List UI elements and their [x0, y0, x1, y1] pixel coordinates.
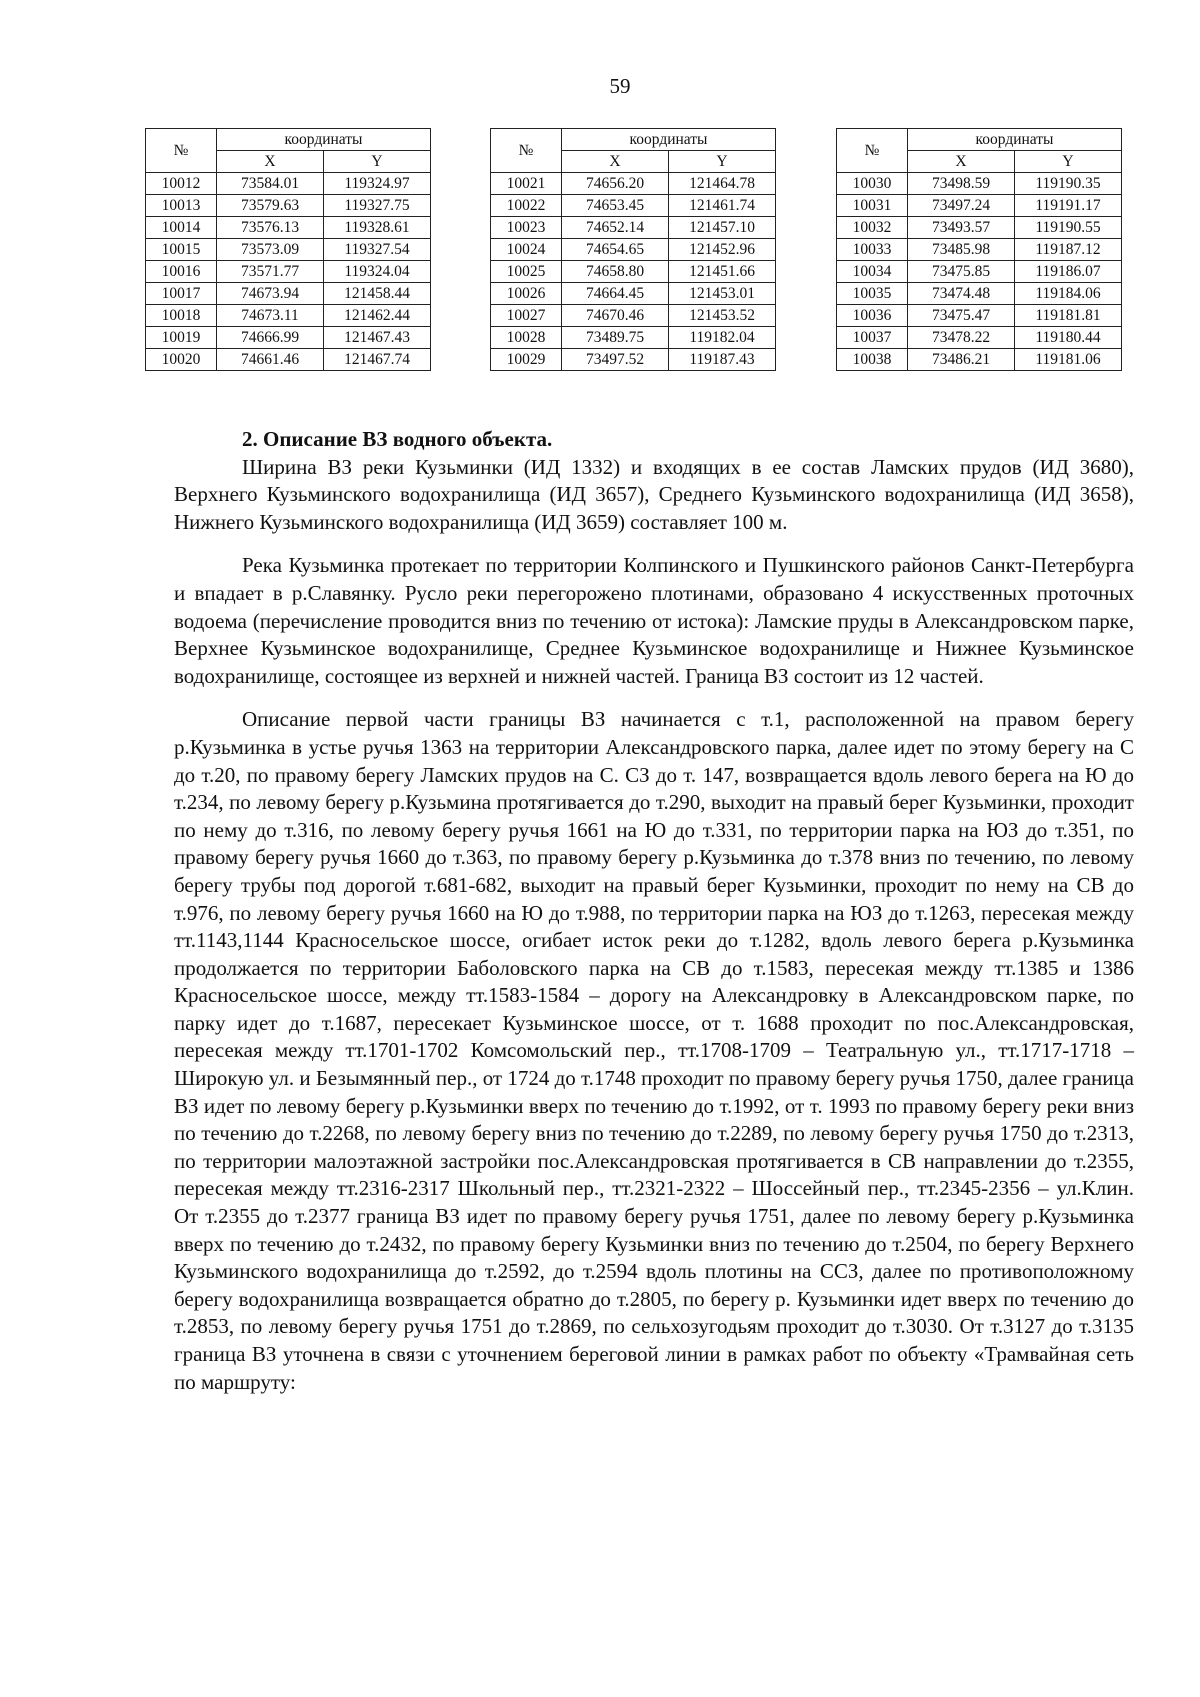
- x-coordinate-cell: 73497.24: [908, 195, 1015, 217]
- coordinates-table: [145, 128, 431, 371]
- section-heading: 2. Описание ВЗ водного объекта.: [242, 427, 553, 451]
- table-row: [491, 283, 776, 305]
- x-coordinate-cell: 73573.09: [217, 239, 324, 261]
- x-coordinate-cell: 73579.63: [217, 195, 324, 217]
- point-number-cell: 10012: [146, 173, 217, 195]
- x-coordinate-cell: 73497.52: [562, 349, 669, 371]
- coordinates-table: [490, 128, 776, 371]
- x-coordinate-cell: 73474.48: [908, 283, 1015, 305]
- point-number-cell: 10022: [491, 195, 562, 217]
- x-coordinate-cell: 73475.85: [908, 261, 1015, 283]
- column-header-x: X: [908, 151, 1015, 173]
- table-row: [837, 195, 1122, 217]
- table-row: [491, 173, 776, 195]
- y-coordinate-cell: 119327.75: [324, 195, 431, 217]
- paragraph: Описание первой части границы ВЗ начинается с т.1, расположенной на правом берегу р.Кузьминка в устье ручья 1363 на территории Александровского парка, далее идет по этому берегу на С до т.20, по правому берегу Ламских прудов на С. СЗ до т. 147, возвращается вдоль левого берега на Ю до т.234, по левому берегу р.Кузьмина протягивается до т.290, выходит на правый берег Кузьминки, проходит по нему до т.316, по левому берегу ручья 1661 на Ю до т.331, по территории парка на ЮЗ до т.351, по правому берегу ручья 1660 до т.363, по правому берегу р.Кузьминка до т.378 вниз по течению, по левому берегу трубы под дорогой т.681-682, выходит на правый берег Кузьминки, проходит по нему на СВ до т.976, по левому берегу ручья 1660 на Ю до т.988, по территории парка на ЮЗ до т.1263, пересекая между тт.1143,1144 Красносельское шоссе, огибает исток реки до т.1282, вдоль левого берега р.Кузьминка продолжается по территории Баболовского парка на СВ до т.1583, пересекая между тт.1385 и 1386 Красносельское шоссе, между тт.1583-1584 – дорогу на Александровку в Александровском парке, по парку идет до т.1687, пересекает Кузьминское шоссе, от т. 1688 проходит по пос.Александровская, пересекая между тт.1701-1702 Комсомольский пер., тт.1708-1709 – Театральную ул., тт.1717-1718 – Широкую ул. и Безымянный пер., от 1724 до т.1748 проходит по правому берегу ручья 1750, далее граница ВЗ идет по левому берегу р.Кузьминки вверх по течению до т.1992, от т. 1993 по правому берегу реки вниз по течению до т.2268, по левому берегу вниз по течению до т.2289, по левому берегу ручья 1750 до т.2313, по территории малоэтажной застройки пос.Александровская протягивается в СВ направлении до т.2355, пересекая между тт.2316-2317 Школьный пер., тт.2321-2322 – Шоссейный пер., тт.2345-2356 – ул.Клин. От т.2355 до т.2377 граница ВЗ идет по правому берегу ручья 1751, далее по левому берегу р.Кузьминка вверх по течению до т.2432, по правому берегу Кузьминки вниз по течению до т.2504, по берегу Верхнего Кузьминского водохранилища до т.2592, до т.2594 вдоль плотины на ССЗ, далее по противоположному берегу водохранилища возвращается обратно до т.2805, по берегу р. Кузьминки идет вверх по течению до т.2853, по левому берегу ручья 1751 до т.2869, по сельхозугодьям проходит до т.3030. От т.3127 до т.3135 граница ВЗ уточнена в связи с уточнением береговой линии в рамках работ по объекту «Трамвайная сеть по маршруту:: [174, 707, 1134, 1394]
- point-number-cell: 10018: [146, 305, 217, 327]
- x-coordinate-cell: 73571.77: [217, 261, 324, 283]
- x-coordinate-cell: 73485.98: [908, 239, 1015, 261]
- point-number-cell: 10034: [837, 261, 908, 283]
- point-number-cell: 10014: [146, 217, 217, 239]
- y-coordinate-cell: 119324.04: [324, 261, 431, 283]
- y-coordinate-cell: 121453.01: [669, 283, 776, 305]
- point-number-cell: 10029: [491, 349, 562, 371]
- table-row: [146, 283, 431, 305]
- y-coordinate-cell: 119181.81: [1015, 305, 1122, 327]
- y-coordinate-cell: 121453.52: [669, 305, 776, 327]
- table-row: [146, 327, 431, 349]
- table-row: [837, 283, 1122, 305]
- x-coordinate-cell: 74666.99: [217, 327, 324, 349]
- table-row: [491, 349, 776, 371]
- point-number-cell: 10017: [146, 283, 217, 305]
- point-number-cell: 10037: [837, 327, 908, 349]
- point-number-cell: 10025: [491, 261, 562, 283]
- x-coordinate-cell: 73493.57: [908, 217, 1015, 239]
- table-row: [837, 261, 1122, 283]
- column-header-x: X: [217, 151, 324, 173]
- table-row: [491, 195, 776, 217]
- column-header-coordinates: координаты: [217, 129, 431, 151]
- column-header-number: №: [837, 129, 908, 173]
- table-row: [146, 173, 431, 195]
- table-row: [837, 173, 1122, 195]
- column-header-y: Y: [669, 151, 776, 173]
- table-row: [146, 349, 431, 371]
- x-coordinate-cell: 74673.94: [217, 283, 324, 305]
- point-number-cell: 10033: [837, 239, 908, 261]
- y-coordinate-cell: 121467.74: [324, 349, 431, 371]
- table-header-row: [837, 129, 1122, 151]
- coordinates-table: [836, 128, 1122, 371]
- point-number-cell: 10026: [491, 283, 562, 305]
- table-row: [837, 305, 1122, 327]
- x-coordinate-cell: 74658.80: [562, 261, 669, 283]
- y-coordinate-cell: 119190.55: [1015, 217, 1122, 239]
- x-coordinate-cell: 74656.20: [562, 173, 669, 195]
- y-coordinate-cell: 119190.35: [1015, 173, 1122, 195]
- x-coordinate-cell: 74653.45: [562, 195, 669, 217]
- table-row: [146, 261, 431, 283]
- column-header-coordinates: координаты: [562, 129, 776, 151]
- y-coordinate-cell: 121462.44: [324, 305, 431, 327]
- y-coordinate-cell: 119186.07: [1015, 261, 1122, 283]
- table-row: [146, 217, 431, 239]
- point-number-cell: 10020: [146, 349, 217, 371]
- y-coordinate-cell: 121464.78: [669, 173, 776, 195]
- x-coordinate-cell: 73498.59: [908, 173, 1015, 195]
- y-coordinate-cell: 121461.74: [669, 195, 776, 217]
- point-number-cell: 10038: [837, 349, 908, 371]
- document-body: [174, 426, 1134, 1396]
- table-row: [491, 217, 776, 239]
- x-coordinate-cell: 73576.13: [217, 217, 324, 239]
- page-number: 59: [609, 74, 631, 98]
- x-coordinate-cell: 73478.22: [908, 327, 1015, 349]
- point-number-cell: 10028: [491, 327, 562, 349]
- point-number-cell: 10021: [491, 173, 562, 195]
- y-coordinate-cell: 119181.06: [1015, 349, 1122, 371]
- point-number-cell: 10031: [837, 195, 908, 217]
- y-coordinate-cell: 121452.96: [669, 239, 776, 261]
- x-coordinate-cell: 74661.46: [217, 349, 324, 371]
- y-coordinate-cell: 121457.10: [669, 217, 776, 239]
- y-coordinate-cell: 119184.06: [1015, 283, 1122, 305]
- y-coordinate-cell: 121458.44: [324, 283, 431, 305]
- column-header-number: №: [491, 129, 562, 173]
- y-coordinate-cell: 119324.97: [324, 173, 431, 195]
- y-coordinate-cell: 119187.12: [1015, 239, 1122, 261]
- y-coordinate-cell: 121451.66: [669, 261, 776, 283]
- x-coordinate-cell: 74664.45: [562, 283, 669, 305]
- table-row: [491, 239, 776, 261]
- column-header-y: Y: [1015, 151, 1122, 173]
- y-coordinate-cell: 119182.04: [669, 327, 776, 349]
- table-row: [491, 261, 776, 283]
- point-number-cell: 10019: [146, 327, 217, 349]
- point-number-cell: 10013: [146, 195, 217, 217]
- y-coordinate-cell: 121467.43: [324, 327, 431, 349]
- table-row: [491, 327, 776, 349]
- table-header-row: [146, 129, 431, 151]
- y-coordinate-cell: 119327.54: [324, 239, 431, 261]
- x-coordinate-cell: 74673.11: [217, 305, 324, 327]
- table-row: [146, 195, 431, 217]
- x-coordinate-cell: 74670.46: [562, 305, 669, 327]
- table-row: [837, 217, 1122, 239]
- point-number-cell: 10015: [146, 239, 217, 261]
- y-coordinate-cell: 119187.43: [669, 349, 776, 371]
- column-header-coordinates: координаты: [908, 129, 1122, 151]
- table-header-row: [491, 129, 776, 151]
- column-header-y: Y: [324, 151, 431, 173]
- point-number-cell: 10032: [837, 217, 908, 239]
- point-number-cell: 10023: [491, 217, 562, 239]
- point-number-cell: 10024: [491, 239, 562, 261]
- y-coordinate-cell: 119191.17: [1015, 195, 1122, 217]
- point-number-cell: 10030: [837, 173, 908, 195]
- x-coordinate-cell: 73489.75: [562, 327, 669, 349]
- table-row: [837, 327, 1122, 349]
- y-coordinate-cell: 119180.44: [1015, 327, 1122, 349]
- paragraph: Ширина ВЗ реки Кузьминки (ИД 1332) и входящих в ее состав Ламских прудов (ИД 3680), Верхнего Кузьминского водохранилища (ИД 3657), Среднего Кузьминского водохранилища (ИД 3658), Нижнего Кузьминского водохранилища (ИД 3659) составляет 100 м.: [174, 454, 1134, 534]
- point-number-cell: 10016: [146, 261, 217, 283]
- table-row: [837, 239, 1122, 261]
- table-row: [837, 349, 1122, 371]
- paragraph: Река Кузьминка протекает по территории Колпинского и Пушкинского районов Санкт-Петербурга и впадает в р.Славянку. Русло реки перегорожено плотинами, образовано 4 искусственных проточных водоема (перечисление проводится вниз по течению от истока): Ламские пруды в Александровском парке, Верхнее Кузьминское водохранилище, Среднее Кузьминское водохранилище и Нижнее Кузьминское водохранилище, состоящее из верхней и нижней частей. Граница ВЗ состоит из 12 частей.: [174, 553, 1134, 688]
- table-row: [146, 305, 431, 327]
- point-number-cell: 10036: [837, 305, 908, 327]
- x-coordinate-cell: 73584.01: [217, 173, 324, 195]
- y-coordinate-cell: 119328.61: [324, 217, 431, 239]
- x-coordinate-cell: 73475.47: [908, 305, 1015, 327]
- column-header-number: №: [146, 129, 217, 173]
- table-row: [491, 305, 776, 327]
- table-row: [146, 239, 431, 261]
- point-number-cell: 10027: [491, 305, 562, 327]
- x-coordinate-cell: 74654.65: [562, 239, 669, 261]
- column-header-x: X: [562, 151, 669, 173]
- x-coordinate-cell: 73486.21: [908, 349, 1015, 371]
- point-number-cell: 10035: [837, 283, 908, 305]
- x-coordinate-cell: 74652.14: [562, 217, 669, 239]
